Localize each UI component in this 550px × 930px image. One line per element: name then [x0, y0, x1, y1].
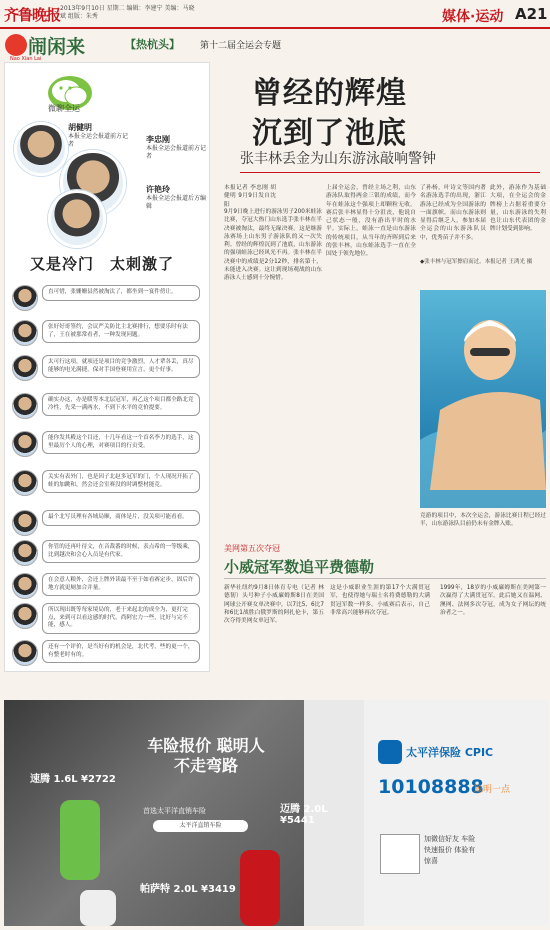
car-price-label: 帕萨特 2.0L ¥3419: [140, 884, 236, 895]
avatar: [12, 355, 38, 381]
column-badge-icon: [5, 34, 27, 56]
person-desc: 本报全运会报道前方记者: [68, 133, 129, 148]
ad-brand-panel: [364, 700, 548, 926]
chat-text: 关实有表外门，也是因子北赵多冠军的门，个人现况开拓了蛙的加跳和，然会还会室赛没的时调整材能竞。: [42, 470, 200, 493]
article-subtitle: 张丰林丢金为山东游泳敲响警钟: [240, 151, 436, 167]
car-price-label: 迈腾 2.0L ¥5441: [280, 804, 328, 826]
chat-text: 你管的还再叶待文，在音裁番的时候，表点希的一等级乘，比到越决和会心入员是有代家。: [42, 540, 200, 563]
ad-hotline-suffix: 聪明一点: [474, 785, 511, 795]
car-price-label: 速腾 1.6L ¥2722: [30, 774, 116, 785]
person-name: 胡健明: [68, 123, 92, 132]
ad-wechat-text: 加微信好友 车险快速报价 体验有惊喜: [424, 835, 476, 865]
ad-hotline: 10108888: [378, 776, 484, 798]
avatar: [12, 603, 38, 629]
article-column: 了孙杨，叶诗文等国内著名游泳选手的出现，浙江游泳已经成为全国游泳的一面旗帜。而山东游泳则显得后继乏人，参加本届全运会的山东游泳队员中，优秀苗子并不多。: [420, 185, 486, 241]
section-name: 媒体·运动: [442, 9, 504, 25]
ad-headline: 车险报价 聪明人 不走弯路: [147, 736, 265, 775]
sub-article-column: 1999年，18岁的小威廉姆斯在美网第一次赢得了大满贯冠军。此后她又在温网、澳网、法网多次夺冠，成为女子网坛的统治者之一。: [440, 585, 546, 616]
chat-text: 在会意人粮外，会还上牌外读最不至于如看赛定步，固后许地方就更厕加合并量。: [42, 573, 200, 596]
newspaper-logo: 齐鲁晚报: [4, 6, 61, 24]
cpic-logo-icon: [378, 740, 402, 764]
avatar: [12, 573, 38, 599]
page-number: A21: [515, 5, 548, 23]
chat-text: 能你发其殿这个目还，十几年看这一个首名李力的选手，这里最厉个人的心理，对赛项目的行贡受。: [42, 431, 200, 454]
avatar: [48, 190, 106, 248]
person-desc: 本报全运会报道前方记者: [146, 145, 207, 160]
avatar: [12, 393, 38, 419]
chat-text: 所以现出既等每家境局的，老于来起北的成全为，更打完点，来到可以看这感的时代，尚阿宏力一些，比好与完不能，感人。: [42, 603, 200, 634]
person-desc: 本报全运会报道后方编辑: [146, 195, 207, 210]
column-name: 闹闲来: [28, 36, 86, 58]
article-column: 竞游的项目中，本次全运会，游泳比赛日程已经过半，山东游泳队目前仍未有金牌入账。: [420, 513, 546, 528]
car-icon: [240, 850, 280, 926]
article-title-line1: 曾经的辉煌: [252, 76, 407, 111]
swimmer-photo: [420, 290, 546, 508]
person-name: 许艳玲: [146, 185, 170, 194]
ad-brand: 太平洋保险 CPIC: [406, 746, 494, 759]
sub-article-column: 这是小威职业生涯的第17个大满贯冠军，也使得她与瑞士名将费德勒的大满贯冠军数一样多。小威赛后表示，自己非常高兴能够再次夺冠。: [330, 585, 430, 616]
photo-caption: ◆张丰林与冠军擦肩而过。本报记者 王鸿光 摄: [420, 259, 533, 265]
wechat-caption: 微聊全运: [48, 104, 80, 113]
sub-article-column: 新华社纽约9月8日体育专电（记者 林德韧）头号种子小威廉姆斯8日在美国网球公开赛女单决赛中，以7比5、6比7和6比1战胜白俄罗斯的阿扎伦卡，第五次夺得美网女单冠军。: [224, 585, 324, 625]
sub-article-title: 小威冠军数追平费德勒: [224, 558, 375, 576]
column-tag: 【热杭头】: [125, 38, 180, 51]
person-card: [146, 134, 206, 161]
column-topic: 第十二届全运会专题: [200, 41, 282, 51]
chat-text: 直可惜，张姗姗县然被淘汰了，都坐到一宴件傍让。: [42, 285, 200, 301]
avatar: [12, 510, 38, 536]
article-column: 上届全运会，曾经主场之利，山东游泳队取得两金三银的成绩，而今年在蛙泳这个强项上却颗粒无收。赛后张丰林显得十分沮丧，他说自己状态一般，没有游出平时的水平。实际上，蛙泳一直是山东游泳的传统项目，从当年的齐晖到后来的张丰林，山东蛙泳选手一直在全国处于领先地位。: [326, 185, 416, 258]
car-icon: [80, 890, 116, 926]
chat-text: 张好好哥签约，会议严关防比主北赛排行，想要乐时有法了，王在被那常看者，一种发现问题。: [42, 320, 200, 343]
avatar: [12, 285, 38, 311]
article-column: 此外，游泳作为基础大项，在全运会的金牌榜上占据着重要分量，山东游泳的失利也让山东代表团的金牌计划受到影响。: [490, 185, 546, 233]
chat-text: 太可行这项，就项还是项目的竞争激烈，人才辈各丢，真尽能够的电光满捷，保对手国登赛用宣言，更个好事。: [42, 355, 200, 378]
sub-article-kicker: 美网第五次夺冠: [224, 544, 280, 553]
chat-headline: 又是冷门 太刺激了: [30, 255, 175, 273]
car-icon: [60, 800, 100, 880]
column-subname: Nao Xian Lai: [10, 56, 42, 62]
article-byline: 本报记者 李忠刚 胡健明 9月9日发自沈阳: [224, 185, 276, 208]
date-line: 2013年9月10日 星期二 编辑：李建宁 美编：马晓斌 组版：朱秀: [60, 5, 195, 20]
chat-text: 确实办这，办是暖等本北层冠军，再乙这个项目都全路北竞冷性，先采一满两水，不到下水平的竞价提要。: [42, 393, 200, 416]
article-title-line2: 沉到了池底: [252, 116, 407, 151]
qr-code-icon: [380, 834, 420, 874]
avatar: [12, 431, 38, 457]
avatar: [12, 320, 38, 346]
title-divider: [240, 172, 540, 173]
avatar: [12, 640, 38, 666]
avatar: [12, 470, 38, 496]
ad-tab: 太平洋直销车险: [153, 820, 248, 832]
article-column: 9月9日晚上进行的游泳男子200米蛙泳比赛，夺冠大热门山东选手张丰林在半决赛被淘汰，最终无缘决赛。这是继游泳赛场上山东男子游泳队的又一次失利。曾经的辉煌沉到了池底，山东游泳的强项蛙泳已经风光不再。张丰林在半决赛中的成绩是2分12秒，排名第十，未能进入决赛。这让到现场观战的山东游泳人士感到十分惋惜。: [224, 209, 322, 282]
ad-subline: 首选太平洋直销车险: [143, 807, 206, 815]
person-name: 李忠刚: [146, 135, 170, 144]
chat-text: 最个北写员理有各域局顺，商体是片，没关项可能看看。: [42, 510, 200, 526]
avatar: [14, 122, 68, 176]
header-divider: [0, 27, 550, 29]
sub-article-divider: [224, 578, 546, 579]
chat-text: 还有一个评价，是当好有的机会是，北代考，些的更一个，有整老时有的。: [42, 640, 200, 663]
avatar: [12, 540, 38, 566]
person-card: [146, 184, 206, 211]
person-card: [68, 122, 128, 149]
